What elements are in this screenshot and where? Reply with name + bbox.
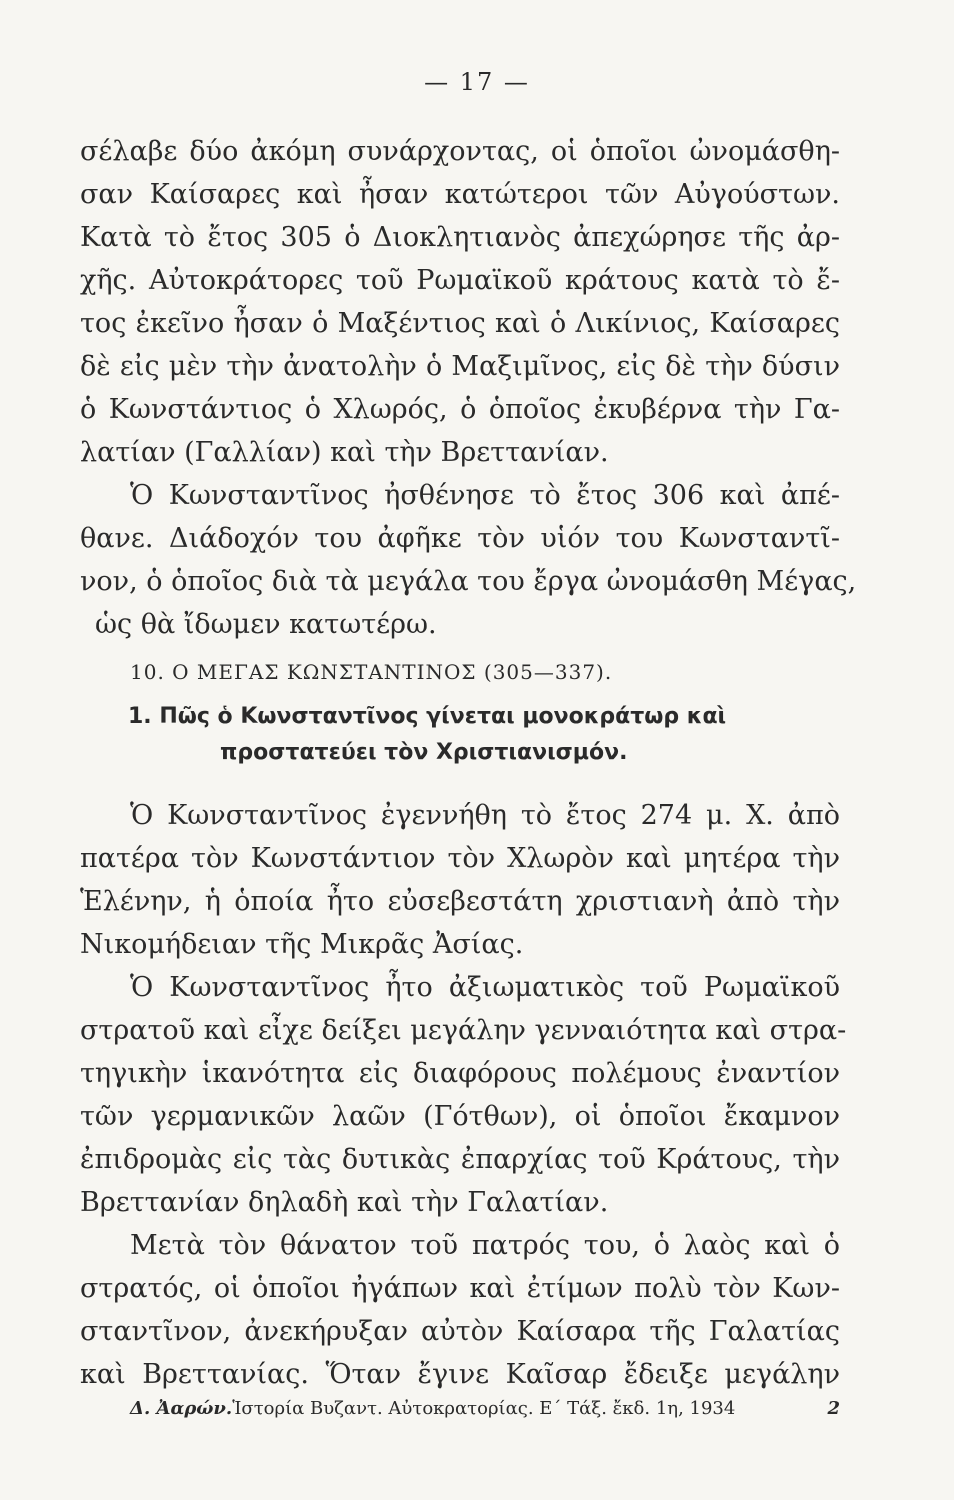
text-line: Βρεττανίαν δηλαδὴ καὶ τὴν Γαλατίαν.	[80, 1187, 609, 1218]
text-line: Νικομήδειαν τῆς Μικρᾶς Ἀσίας.	[80, 929, 524, 960]
text-line: πατέρα τὸν Κωνστάντιον τὸν Χλωρὸν καὶ μητέρα τὴν	[80, 843, 840, 874]
text-line: τος ἐκεῖνο ἦσαν ὁ Μαξέντιος καὶ ὁ Λικίνιος, Καίσαρες	[80, 308, 840, 339]
text-line: χῆς. Αὐτοκράτορες τοῦ Ρωμαϊκοῦ κράτους κατὰ τὸ ἔ-	[80, 265, 840, 296]
text-line: Ὁ Κωνσταντῖνος ἠσθένησε τὸ ἔτος 306 καὶ ἀπέ-	[130, 480, 840, 511]
footer-author: Δ. Ἀαρών.	[130, 1398, 233, 1419]
text-line: ὡς θὰ ἴδωμεν κατωτέρω.	[95, 609, 437, 640]
text-line: Μετὰ τὸν θάνατον τοῦ πατρός του, ὁ λαὸς καὶ ὁ	[130, 1230, 840, 1261]
text-line: Ὁ Κωνσταντῖνος ἦτο ἀξιωματικὸς τοῦ Ρωμαϊκοῦ	[130, 972, 840, 1003]
footer-citation	[130, 1398, 735, 1419]
page-number: — 17 —	[424, 68, 530, 96]
text-line: στρατοῦ καὶ εἶχε δείξει μεγάλην γενναιότητα καὶ στρα-	[80, 1015, 847, 1046]
text-line: σέλαβε δύο ἀκόμη συνάρχοντας, οἱ ὁποῖοι ὠνομάσθη-	[80, 136, 840, 167]
text-line: ἐπιδρομὰς εἰς τὰς δυτικὰς ἐπαρχίας τοῦ Κράτους, τὴν	[80, 1144, 840, 1175]
text-line: καὶ Βρεττανίας. Ὅταν ἔγινε Καῖσαρ ἔδειξε μεγάλην	[80, 1359, 840, 1390]
text-line: ὁ Κωνστάντιος ὁ Χλωρός, ὁ ὁποῖος ἐκυβέρνα τὴν Γα-	[80, 394, 840, 425]
text-line: τηγικὴν ἱκανότητα εἰς διαφόρους πολέμους ἐναντίον	[80, 1058, 840, 1089]
text-line: σταντῖνον, ἀνεκήρυξαν αὐτὸν Καίσαρα τῆς Γαλατίας	[80, 1316, 840, 1347]
text-line: Ὁ Κωνσταντῖνος ἐγεννήθη τὸ ἔτος 274 μ. Χ. ἀπὸ	[130, 800, 840, 831]
text-line: Ἑλένην, ἡ ὁποία ἦτο εὐσεβεστάτη χριστιανὴ ἀπὸ τὴν	[80, 886, 840, 917]
subheading-line: προστατεύει τὸν Χριστιανισμόν.	[220, 740, 628, 765]
page-footer	[130, 1398, 840, 1419]
section-heading: 10. Ο ΜΕΓΑΣ ΚΩΝΣΤΑΝΤΙΝΟΣ (305—337).	[130, 660, 613, 684]
text-line: τῶν γερμανικῶν λαῶν (Γότθων), οἱ ὁποῖοι ἔκαμνον	[80, 1101, 840, 1132]
text-line: θανε. Διάδοχόν του ἀφῆκε τὸν υἱόν του Κωνσταντῖ-	[80, 523, 840, 554]
text-line: στρατός, οἱ ὁποῖοι ἠγάπων καὶ ἐτίμων πολὺ τὸν Κων-	[80, 1273, 840, 1304]
text-line: λατίαν (Γαλλίαν) καὶ τὴν Βρεττανίαν.	[80, 437, 609, 468]
text-line: δὲ εἰς μὲν τὴν ἀνατολὴν ὁ Μαξιμῖνος, εἰς δὲ τὴν δύσιν	[80, 351, 840, 382]
text-line: Κατὰ τὸ ἔτος 305 ὁ Διοκλητιανὸς ἀπεχώρησε τῆς ἀρ-	[80, 222, 840, 253]
text-line: νον, ὁ ὁποῖος διὰ τὰ μεγάλα του ἔργα ὠνομάσθη Μέγας,	[80, 566, 857, 597]
signature-mark: 2	[827, 1398, 840, 1419]
footer-text: Ἱστορία Βυζαντ. Αὐτοκρατορίας. Ε΄ Τάξ. ἔκδ. 1η, 1934	[232, 1398, 736, 1419]
subheading-line: 1. Πῶς ὁ Κωνσταντῖνος γίνεται μονοκράτωρ καὶ	[128, 704, 727, 729]
text-line: σαν Καίσαρες καὶ ἦσαν κατώτεροι τῶν Αὐγούστων.	[80, 179, 840, 210]
